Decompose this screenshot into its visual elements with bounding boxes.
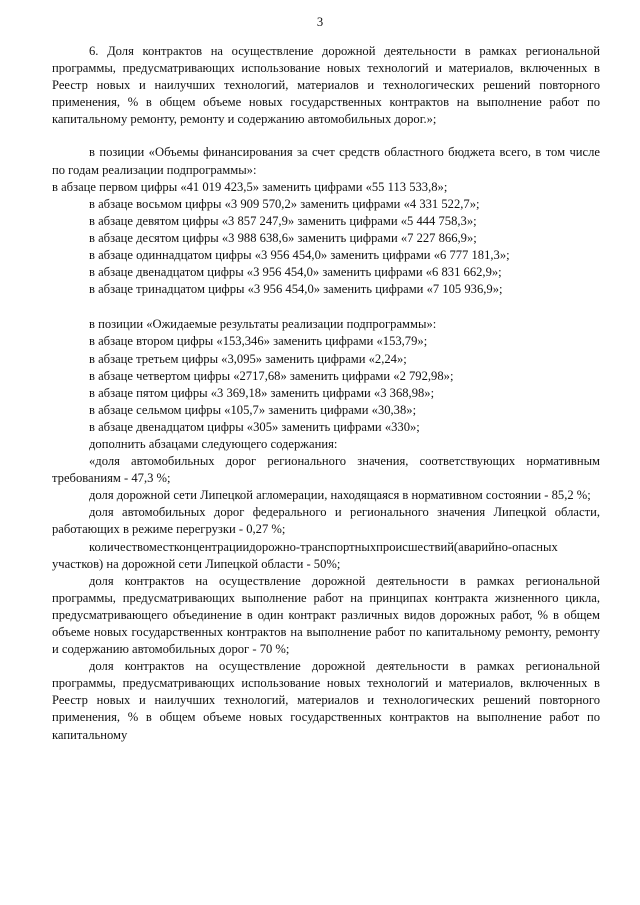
paragraph: в абзаце десятом цифры «3 988 638,6» заменить цифрами «7 227 866,9»; (89, 230, 477, 245)
page-number: 3 (316, 15, 324, 29)
paragraph: в абзаце девятом цифры «3 857 247,9» заменить цифрами «5 444 758,3»; (89, 213, 477, 228)
paragraph: в абзаце втором цифры «153,346» заменить цифрами «153,79»; (89, 334, 428, 349)
paragraph: 6. Доля контрактов на осуществление дорожной деятельности в рамках региональной программы, предусматривающих использование новых технологий и материалов, включенных в Реестр новых и наилучших технологий, материалов и технологических решений повторного применения, % в общем объеме новых государственных контрактов на выполнение работ по капитальному ремонту, ремонту и содержанию автомобильных дорог.»; (52, 44, 600, 127)
paragraph: в позиции «Объемы финансирования за счет средств областного бюджета всего, в том числе по годам реализации подпрограммы»: (52, 145, 600, 177)
paragraph: доля контрактов на осуществление дорожной деятельности в рамках региональной программы, предусматривающих выполнение работ на принципах контракта жизненного цикла, предусматривающего объединение в один контракт различных видов дорожных работ, % в общем объеме новых государственных контрактов на выполнение работ по капитальному ремонту, ремонту и содержанию автомобильных дорог - 70 %; (52, 573, 600, 657)
paragraph: доля контрактов на осуществление дорожной деятельности в рамках региональной программы, предусматривающих использование новых технологий и материалов, включенных в Реестр новых и наилучших технологий, материалов и технологических решений повторного применения, % в общем объеме новых государственных контрактов на выполнение работ по капитальному (52, 659, 600, 742)
paragraph: в абзаце пятом цифры «3 369,18» заменить цифрами «3 368,98»; (89, 385, 435, 400)
document-body (52, 43, 600, 744)
paragraph: доля автомобильных дорог федерального и регионального значения Липецкой области, работающих в режиме перегрузки - 0,27 %; (52, 505, 600, 537)
paragraph: «доля автомобильных дорог регионального значения, соответствующих нормативным требованиям - 47,3 %; (52, 454, 600, 486)
paragraph: в абзаце двенадцатом цифры «3 956 454,0» заменить цифрами «6 831 662,9»; (89, 265, 502, 280)
paragraph: в абзаце одиннадцатом цифры «3 956 454,0» заменить цифрами «6 777 181,3»; (89, 248, 510, 263)
paragraph: количествоместконцентрациидорожно-транспортныхпроисшествий(аварийно-опасных участков) на дорожной сети Липецкой области - 50%; (52, 539, 558, 571)
paragraph: в абзаце первом цифры «41 019 423,5» заменить цифрами «55 113 533,8»; (52, 179, 448, 194)
paragraph: в абзаце тринадцатом цифры «3 956 454,0» заменить цифрами «7 105 936,9»; (89, 282, 503, 297)
paragraph: в позиции «Ожидаемые результаты реализации подпрограммы»: (89, 317, 437, 332)
paragraph-gap (52, 298, 600, 316)
paragraph: в абзаце двенадцатом цифры «305» заменить цифрами «330»; (89, 419, 420, 434)
paragraph: в абзаце третьем цифры «3,095» заменить цифрами «2,24»; (89, 351, 407, 366)
paragraph-gap (52, 128, 600, 144)
paragraph: в абзаце четвертом цифры «2717,68» заменить цифрами «2 792,98»; (89, 368, 454, 383)
paragraph: в абзаце сельмом цифры «105,7» заменить цифрами «30,38»; (89, 402, 417, 417)
paragraph: доля дорожной сети Липецкой агломерации, находящаяся в нормативном состоянии - 85,2 %; (89, 488, 591, 503)
paragraph: дополнить абзацами следующего содержания: (89, 436, 338, 451)
paragraph: в абзаце восьмом цифры «3 909 570,2» заменить цифрами «4 331 522,7»; (89, 196, 480, 211)
